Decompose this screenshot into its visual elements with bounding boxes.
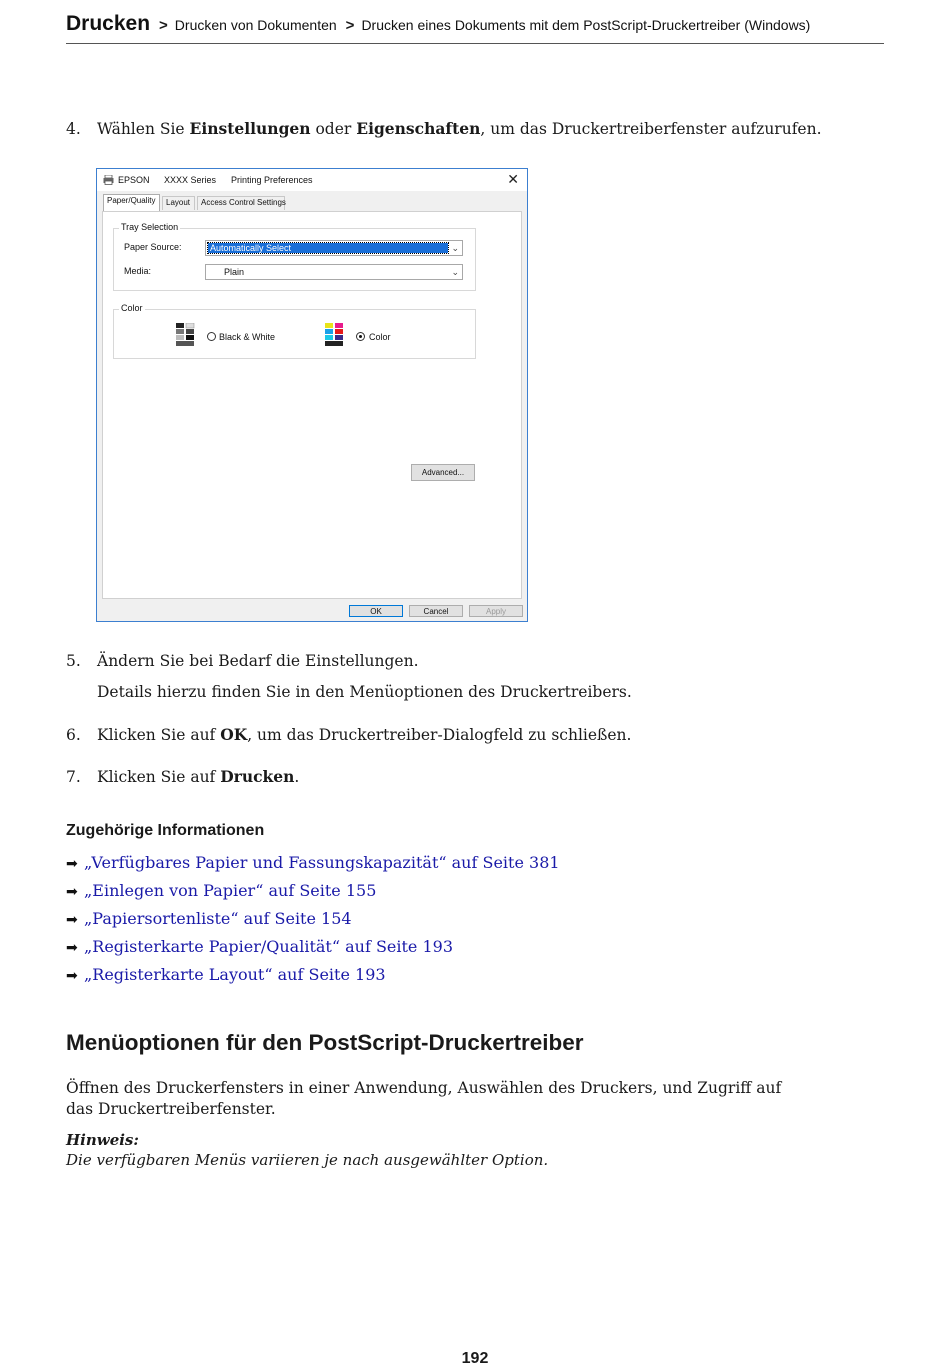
section-paragraph: Öffnen des Druckerfensters in einer Anwendung, Auswählen des Druckers, und Zugriff auf das Druckertreiberfenster. xyxy=(66,1079,782,1118)
tray-selection-group xyxy=(113,222,476,291)
grayscale-document-icon xyxy=(176,323,196,347)
tab-paper-quality[interactable]: Paper/Quality xyxy=(103,194,160,211)
step-text: Wählen Sie xyxy=(97,120,190,138)
related-link[interactable] xyxy=(66,907,560,935)
breadcrumb-section[interactable]: Drucken von Dokumenten xyxy=(174,17,337,33)
chevron-down-icon: ⌄ xyxy=(451,243,459,253)
radio-black-white[interactable] xyxy=(207,332,216,341)
breadcrumb-separator: > xyxy=(345,17,355,34)
page-number: 192 xyxy=(461,1350,489,1367)
step-bold: Eigenschaften xyxy=(356,119,481,138)
related-link-text[interactable]: „Registerkarte Layout“ auf Seite 193 xyxy=(84,965,386,984)
related-links xyxy=(66,851,560,991)
color-label: Color xyxy=(369,332,391,342)
black-white-label: Black & White xyxy=(219,332,276,342)
step-text: Klicken Sie auf xyxy=(97,768,221,786)
related-link[interactable] xyxy=(66,963,560,991)
color-document-icon xyxy=(325,323,345,347)
step-5-detail: Details hierzu finden Sie in den Menüoptionen des Druckertreibers. xyxy=(97,683,632,701)
related-link[interactable] xyxy=(66,851,560,879)
related-link-text[interactable]: „Einlegen von Papier“ auf Seite 155 xyxy=(84,881,377,900)
step-5 xyxy=(66,651,419,671)
media-select[interactable] xyxy=(205,264,463,280)
arrow-right-icon: ➡ xyxy=(66,968,78,984)
dialog-title-brand: EPSON xyxy=(118,175,150,185)
step-text: , um das Druckertreiber-Dialogfeld zu schließen. xyxy=(247,726,632,744)
cancel-button[interactable]: Cancel xyxy=(409,605,463,617)
related-info-heading: Zugehörige Informationen xyxy=(66,822,265,839)
media-value: Plain xyxy=(224,267,245,277)
group-label: Tray Selection xyxy=(121,222,179,232)
arrow-right-icon: ➡ xyxy=(66,940,78,956)
group-label: Color xyxy=(121,303,143,313)
breadcrumb-chapter[interactable]: Drucken xyxy=(66,12,151,35)
paper-source-value: Automatically Select xyxy=(208,243,448,253)
note-title: Hinweis: xyxy=(66,1131,139,1149)
arrow-right-icon: ➡ xyxy=(66,856,78,872)
media-label: Media: xyxy=(124,266,152,276)
step-number: 6. xyxy=(66,726,81,744)
paper-source-select[interactable] xyxy=(205,240,463,256)
arrow-right-icon: ➡ xyxy=(66,884,78,900)
step-text: Klicken Sie auf xyxy=(97,726,221,744)
step-number: 5. xyxy=(66,652,81,670)
step-text: . xyxy=(294,768,300,786)
related-link[interactable] xyxy=(66,935,560,963)
apply-button[interactable]: Apply xyxy=(469,605,523,617)
step-number: 7. xyxy=(66,768,81,786)
advanced-button[interactable]: Advanced... xyxy=(411,464,475,481)
close-icon[interactable]: ✕ xyxy=(507,171,519,187)
tab-layout[interactable]: Layout xyxy=(162,196,195,210)
printer-icon xyxy=(103,175,114,185)
breadcrumb-separator: > xyxy=(159,17,168,34)
chevron-down-icon: ⌄ xyxy=(451,267,459,277)
step-4 xyxy=(66,119,822,139)
arrow-right-icon: ➡ xyxy=(66,912,78,928)
step-7 xyxy=(66,767,299,787)
printing-preferences-dialog xyxy=(96,168,528,622)
paper-source-label: Paper Source: xyxy=(124,242,182,252)
dialog-title: Printing Preferences xyxy=(231,175,313,185)
step-text: oder xyxy=(310,120,357,138)
dialog-title-model: XXXX Series xyxy=(164,175,217,185)
related-link-text[interactable]: „Verfügbares Papier und Fassungskapazität“ auf Seite 381 xyxy=(84,853,560,872)
related-link-text[interactable]: „Papiersortenliste“ auf Seite 154 xyxy=(84,909,352,928)
color-group xyxy=(113,303,476,359)
step-number: 4. xyxy=(66,120,81,138)
step-bold: Drucken xyxy=(220,767,295,786)
related-link-text[interactable]: „Registerkarte Papier/Qualität“ auf Seite 193 xyxy=(84,937,454,956)
breadcrumb xyxy=(66,12,884,44)
dialog-titlebar xyxy=(97,169,527,191)
note-text: Die verfügbaren Menüs variieren je nach ausgewählter Option. xyxy=(66,1151,549,1169)
radio-color[interactable] xyxy=(356,332,365,341)
ok-button[interactable]: OK xyxy=(349,605,403,617)
breadcrumb-topic[interactable]: Drucken eines Dokuments mit dem PostScript-Druckertreiber (Windows) xyxy=(361,17,811,33)
section-title: Menüoptionen für den PostScript-Druckertreiber xyxy=(66,1030,584,1055)
related-link[interactable] xyxy=(66,879,560,907)
tab-panel xyxy=(102,211,522,599)
tab-access-control[interactable]: Access Control Settings xyxy=(197,196,285,210)
step-bold: Einstellungen xyxy=(189,119,311,138)
step-6 xyxy=(66,725,631,745)
step-text: , um das Druckertreiberfenster aufzurufen. xyxy=(480,120,822,138)
step-bold: OK xyxy=(220,725,248,744)
step-text: Ändern Sie bei Bedarf die Einstellungen. xyxy=(97,652,419,670)
